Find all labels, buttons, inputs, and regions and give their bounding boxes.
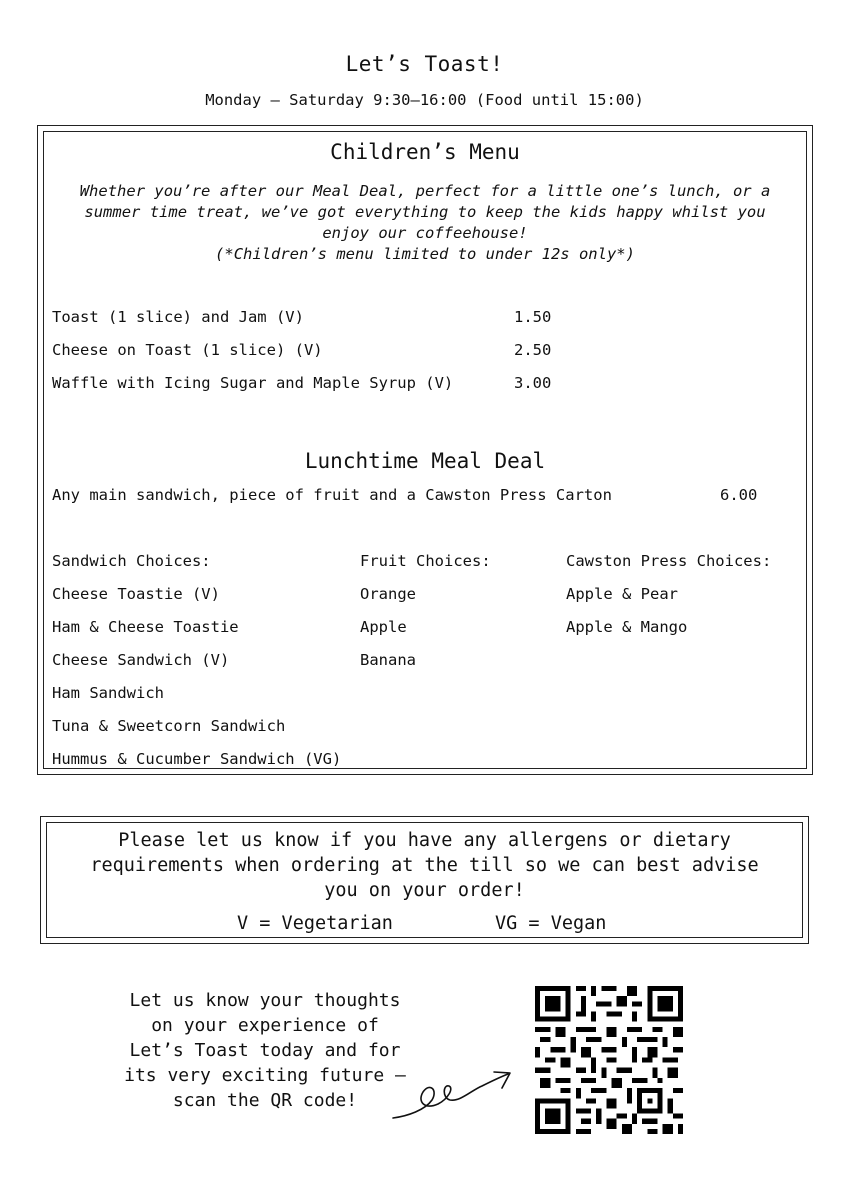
menu-box	[37, 125, 813, 775]
feedback-message	[95, 988, 435, 1113]
childrens-menu-intro	[52, 181, 798, 265]
childrens-menu-heading: Children’s Menu	[330, 140, 520, 164]
feedback-line: Let’s Toast today and for	[129, 1040, 401, 1061]
vegan-key: VG = Vegan	[495, 913, 607, 934]
meal-deal-price: 6.00	[720, 486, 758, 504]
allergen-box-inner	[46, 822, 803, 938]
intro-line: summer time treat, we’ve got everything to keep the kids happy whilst you	[84, 203, 766, 221]
sandwich-choice: Tuna & Sweetcorn Sandwich	[52, 717, 286, 735]
fruit-choices-header: Fruit Choices:	[360, 552, 491, 570]
allergen-line: Please let us know if you have any allergens or dietary	[118, 830, 731, 851]
meal-deal-description: Any main sandwich, piece of fruit and a Cawston Press Carton	[52, 486, 612, 504]
feedback-line: its very exciting future –	[124, 1065, 406, 1086]
allergen-box	[40, 816, 809, 944]
qr-code-icon[interactable]	[535, 986, 683, 1134]
sandwich-choice: Ham Sandwich	[52, 684, 164, 702]
drink-choice: Apple & Pear	[566, 585, 678, 603]
vegetarian-key: V = Vegetarian	[237, 913, 393, 934]
meal-deal-heading: Lunchtime Meal Deal	[304, 449, 546, 473]
feedback-line: Let us know your thoughts	[129, 990, 401, 1011]
sandwich-choice: Hummus & Cucumber Sandwich (VG)	[52, 750, 342, 768]
hand-drawn-arrow-icon	[390, 1060, 520, 1125]
allergen-line: you on your order!	[324, 880, 525, 901]
intro-line: (*Children’s menu limited to under 12s only*)	[215, 245, 635, 263]
drink-choices-header: Cawston Press Choices:	[566, 552, 772, 570]
feedback-line: scan the QR code!	[172, 1090, 358, 1111]
menu-item-name: Cheese on Toast (1 slice) (V)	[52, 341, 323, 359]
intro-line: enjoy our coffeehouse!	[322, 224, 528, 242]
menu-item-name: Waffle with Icing Sugar and Maple Syrup (V)	[52, 374, 454, 392]
drink-choice: Apple & Mango	[566, 618, 688, 636]
fruit-choice: Orange	[360, 585, 416, 603]
opening-hours: Monday – Saturday 9:30–16:00 (Food until 15:00)	[205, 91, 644, 109]
menu-item-price: 3.00	[514, 374, 552, 392]
sandwich-choice: Cheese Toastie (V)	[52, 585, 220, 603]
sandwich-choice: Cheese Sandwich (V)	[52, 651, 230, 669]
menu-item-price: 1.50	[514, 308, 552, 326]
allergen-notice	[61, 828, 788, 903]
fruit-choice: Banana	[360, 651, 416, 669]
menu-item-price: 2.50	[514, 341, 552, 359]
intro-line: Whether you’re after our Meal Deal, perfect for a little one’s lunch, or a	[79, 182, 771, 200]
feedback-line: on your experience of	[151, 1015, 379, 1036]
menu-item-name: Toast (1 slice) and Jam (V)	[52, 308, 304, 326]
allergen-line: requirements when ordering at the till so we can best advise	[90, 855, 759, 876]
cafe-title: Let’s Toast!	[345, 52, 504, 76]
sandwich-choices-header: Sandwich Choices:	[52, 552, 211, 570]
menu-box-inner	[43, 131, 807, 769]
sandwich-choice: Ham & Cheese Toastie	[52, 618, 239, 636]
fruit-choice: Apple	[360, 618, 407, 636]
